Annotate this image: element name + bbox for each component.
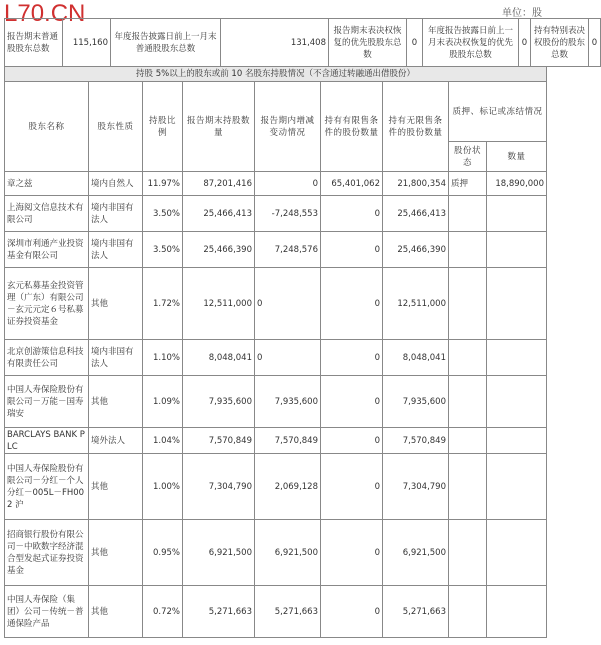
holder-pledge-status: 质押 <box>449 172 487 196</box>
table-row <box>5 428 547 454</box>
holder-held: 5,271,663 <box>183 586 255 638</box>
holder-change: 0 <box>255 172 321 196</box>
holder-restricted: 0 <box>321 520 383 586</box>
holder-restricted: 0 <box>321 268 383 340</box>
watermark-logo: L70.CN <box>4 0 86 27</box>
preferred-holders-label: 报告期末表决权恢复的优先股股东总数 <box>329 19 407 67</box>
header-pledge-status: 股份状态 <box>449 142 487 172</box>
holder-ratio: 11.97% <box>143 172 183 196</box>
table-row <box>5 172 547 196</box>
holder-change: 7,570,849 <box>255 428 321 454</box>
holder-pledge-qty <box>487 520 547 586</box>
holder-name: 上海阅文信息技术有限公司 <box>5 196 89 232</box>
holder-name: 章之兹 <box>5 172 89 196</box>
table-row <box>5 454 547 520</box>
table-row <box>5 520 547 586</box>
table-row <box>5 376 547 428</box>
header-change: 报告期内增减变动情况 <box>255 82 321 172</box>
prior-month-preferred-label: 年度报告披露日前上一月末表决权恢复的优先股股东总数 <box>423 19 519 67</box>
header-nature: 股东性质 <box>89 82 143 172</box>
header-pledge-qty: 数量 <box>487 142 547 172</box>
holder-restricted: 65,401,062 <box>321 172 383 196</box>
holder-ratio: 1.10% <box>143 340 183 376</box>
holder-nature: 其他 <box>89 376 143 428</box>
holder-pledge-qty <box>487 268 547 340</box>
holder-nature: 境外法人 <box>89 428 143 454</box>
holder-pledge-qty <box>487 586 547 638</box>
holder-pledge-qty <box>487 340 547 376</box>
header-unrestricted: 持有无限售条件的股份数量 <box>383 82 449 172</box>
holder-name: 中国人寿保险（集团）公司－传统－普通保险产品 <box>5 586 89 638</box>
table-row <box>5 340 547 376</box>
holder-ratio: 0.95% <box>143 520 183 586</box>
prior-month-preferred-value: 0 <box>519 19 531 67</box>
holder-unrestricted: 6,921,500 <box>383 520 449 586</box>
holder-change: -7,248,553 <box>255 196 321 232</box>
holder-nature: 境内自然人 <box>89 172 143 196</box>
holder-unrestricted: 7,935,600 <box>383 376 449 428</box>
holder-unrestricted: 25,466,390 <box>383 232 449 268</box>
holder-restricted: 0 <box>321 340 383 376</box>
holder-pledge-status <box>449 232 487 268</box>
holder-pledge-status <box>449 454 487 520</box>
holder-nature: 境内非国有法人 <box>89 232 143 268</box>
holder-held: 7,935,600 <box>183 376 255 428</box>
holder-name: 招商银行股份有限公司－中欧数字经济混合型发起式证券投资基金 <box>5 520 89 586</box>
prior-month-holders-label: 年度报告披露日前上一月末普通股股东总数 <box>111 19 221 67</box>
holders-table <box>4 66 547 638</box>
holder-held: 12,511,000 <box>183 268 255 340</box>
holder-ratio: 1.09% <box>143 376 183 428</box>
holder-ratio: 1.04% <box>143 428 183 454</box>
special-voting-holders-value: 0 <box>589 19 601 67</box>
holder-change: 7,935,600 <box>255 376 321 428</box>
table-row <box>5 196 547 232</box>
holder-change: 7,248,576 <box>255 232 321 268</box>
holder-nature: 境内非国有法人 <box>89 196 143 232</box>
total-holders-value: 115,160 <box>63 19 111 67</box>
holder-nature: 境内非国有法人 <box>89 340 143 376</box>
holder-ratio: 0.72% <box>143 586 183 638</box>
holder-name: 玄元私募基金投资管理（广东）有限公司－玄元元定６号私募证券投资基金 <box>5 268 89 340</box>
holder-unrestricted: 21,800,354 <box>383 172 449 196</box>
holder-unrestricted: 5,271,663 <box>383 586 449 638</box>
holder-pledge-qty <box>487 232 547 268</box>
holder-unrestricted: 7,304,790 <box>383 454 449 520</box>
holder-nature: 其他 <box>89 586 143 638</box>
holder-pledge-status <box>449 340 487 376</box>
holder-held: 87,201,416 <box>183 172 255 196</box>
table-row <box>5 232 547 268</box>
holder-name: 深圳市利通产业投资基金有限公司 <box>5 232 89 268</box>
holder-held: 25,466,413 <box>183 196 255 232</box>
holder-change: 6,921,500 <box>255 520 321 586</box>
holder-pledge-status <box>449 196 487 232</box>
holder-ratio: 3.50% <box>143 232 183 268</box>
header-pledge: 质押、标记或冻结情况 <box>449 82 547 142</box>
holder-nature: 其他 <box>89 520 143 586</box>
holder-held: 8,048,041 <box>183 340 255 376</box>
holder-pledge-qty <box>487 196 547 232</box>
holder-unrestricted: 25,466,413 <box>383 196 449 232</box>
holder-unrestricted: 12,511,000 <box>383 268 449 340</box>
holder-held: 6,921,500 <box>183 520 255 586</box>
holder-unrestricted: 8,048,041 <box>383 340 449 376</box>
holder-pledge-qty <box>487 454 547 520</box>
table-row <box>5 268 547 340</box>
header-held: 报告期末持股数量 <box>183 82 255 172</box>
holder-name: 中国人寿保险股份有限公司－万能－国寿瑞安 <box>5 376 89 428</box>
holder-ratio: 1.72% <box>143 268 183 340</box>
holder-name: 北京创游策信息科技有限责任公司 <box>5 340 89 376</box>
preferred-holders-value: 0 <box>407 19 423 67</box>
unit-label: 单位：股 <box>502 8 542 19</box>
holder-pledge-status <box>449 268 487 340</box>
holder-restricted: 0 <box>321 586 383 638</box>
holder-restricted: 0 <box>321 454 383 520</box>
holder-restricted: 0 <box>321 428 383 454</box>
header-ratio: 持股比例 <box>143 82 183 172</box>
holder-pledge-qty <box>487 376 547 428</box>
holder-change: 5,271,663 <box>255 586 321 638</box>
special-voting-holders-label: 持有特别表决权股份的股东总数 <box>531 19 589 67</box>
header-name: 股东名称 <box>5 82 89 172</box>
holder-change: 2,069,128 <box>255 454 321 520</box>
holder-held: 7,570,849 <box>183 428 255 454</box>
holder-ratio: 3.50% <box>143 196 183 232</box>
holder-unrestricted: 7,570,849 <box>383 428 449 454</box>
holder-restricted: 0 <box>321 232 383 268</box>
holder-ratio: 1.00% <box>143 454 183 520</box>
header-restricted: 持有有限售条件的股份数量 <box>321 82 383 172</box>
section-title: 持股 5%以上的股东或前 10 名股东持股情况（不含通过转融通出借股份） <box>5 67 547 82</box>
holder-nature: 其他 <box>89 268 143 340</box>
holder-restricted: 0 <box>321 376 383 428</box>
holder-nature: 其他 <box>89 454 143 520</box>
holder-pledge-status <box>449 376 487 428</box>
holder-pledge-status <box>449 586 487 638</box>
holder-restricted: 0 <box>321 196 383 232</box>
holder-name: 中国人寿保险股份有限公司－分红－个人分红－005L－FH002 沪 <box>5 454 89 520</box>
holder-pledge-status <box>449 428 487 454</box>
holder-held: 25,466,390 <box>183 232 255 268</box>
holder-change: 0 <box>255 268 321 340</box>
holder-held: 7,304,790 <box>183 454 255 520</box>
holder-pledge-qty: 18,890,000 <box>487 172 547 196</box>
summary-table <box>4 18 601 67</box>
holder-pledge-status <box>449 520 487 586</box>
holder-change: 0 <box>255 340 321 376</box>
holder-name: BARCLAYS BANK PLC <box>5 428 89 454</box>
prior-month-holders-value: 131,408 <box>221 19 329 67</box>
total-holders-label: 报告期末普通股股东总数 <box>5 19 63 67</box>
holder-pledge-qty <box>487 428 547 454</box>
table-row <box>5 586 547 638</box>
